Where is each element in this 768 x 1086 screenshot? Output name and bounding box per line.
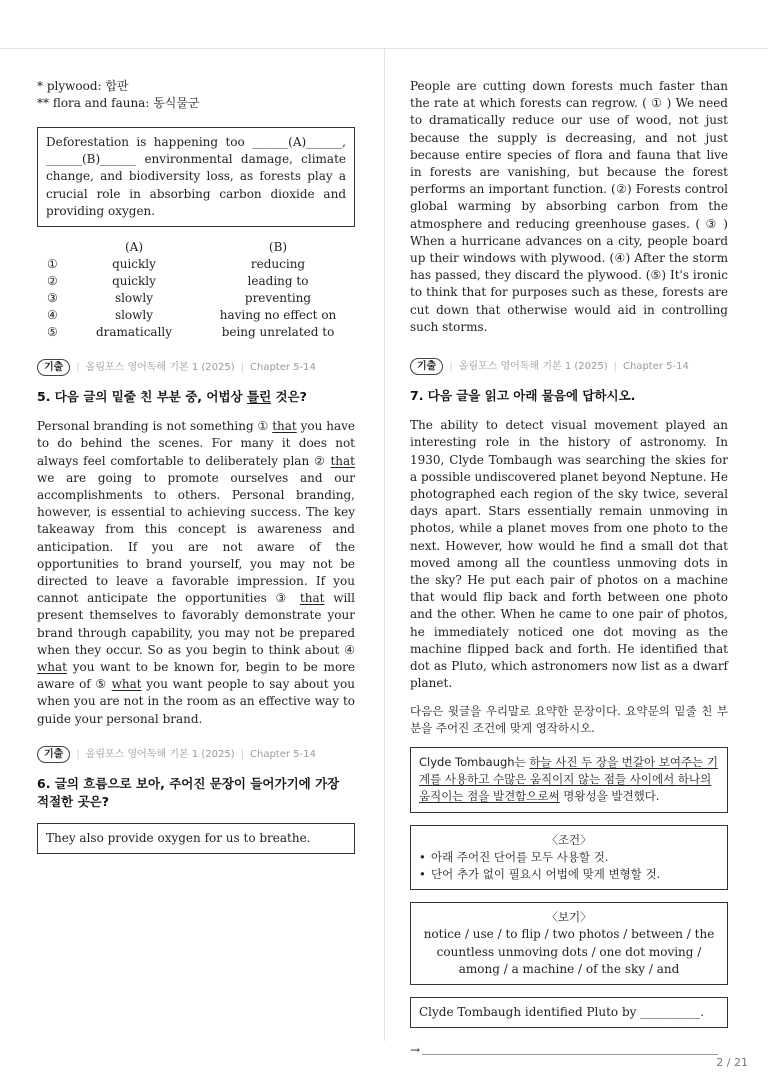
source-row-q7: 기출 | 올림포스 영어독해 기본 1 (2025) | Chapter 5-14 [410,358,728,375]
options-table [47,239,357,341]
option-row[interactable]: ② quickly leading to [47,274,309,289]
given-sentence-box [37,823,355,854]
answer-stem-box [410,997,728,1028]
blank-a: ______(A)______ [252,135,343,149]
arrow-icon: → [410,1043,421,1058]
footnote-plywood: * plywood: 합판 [37,79,129,93]
past-exam-badge: 기출 [37,359,70,376]
question-6-passage: People are cutting down forests much faster than the rate at which forests can regrow. ( ① ) We need to dramatically reduce our use of wood, not just because the supply is decreasing, and not just because entire species of flora and fauna that live in forests are vanishing, but because the forest performs an important function. (②) Forests control global warming by absorbing carbon from the atmosphere and reducing greenhouse gases. ( ③ ) When a hurricane advances on a city, people board up their windows with plywood. (④) After the storm has passed, they discard the plywood. (⑤) It's ironic to think that for purposes such as these, forests are cut down that otherwise would aid in controlling such storms. [410,79,728,334]
option-row[interactable]: ④ slowly having no effect on [47,308,337,323]
source-label: 올림포스 영어독해 기본 1 (2025) [458,361,608,373]
question-6-title: 6. 글의 흐름으로 보아, 주어진 문장이 들어가기에 가장 적절한 곳은? [37,776,340,810]
header-a: (A) [124,240,144,255]
word-bank-box [410,902,728,985]
answer-stem: Clyde Tombaugh identified Pluto by __________. [419,1004,705,1019]
chapter-label: Chapter 5-14 [250,362,316,374]
past-exam-badge: 기출 [37,746,70,763]
chapter-label: Chapter 5-14 [623,361,689,373]
question-7-title: 7. 다음 글을 읽고 아래 물음에 답하시오. [410,388,636,404]
source-row-q5: 기출 | 올림포스 영어독해 기본 1 (2025) | Chapter 5-14 [37,359,355,376]
option-row[interactable]: ⑤ dramatically being unrelated to [47,325,335,340]
source-label: 올림포스 영어독해 기본 1 (2025) [85,362,235,374]
condition-item: • 아래 주어진 단어를 모두 사용할 것. [419,849,719,866]
korean-summary-box: Clyde Tombaugh는 하늘 사진 두 장을 번갈아 보여주는 기계를 사용하고 수많은 움직이지 않는 점들 사이에서 하나의 움직이는 점을 발견함으로써 명왕성을 발견했다. [410,747,728,813]
condition-item: • 단어 추가 없이 필요시 어법에 맞게 변형할 것. [419,866,719,883]
left-column [37,78,355,854]
word-bank-words: notice / use / to flip / two photos / between / the countless unmoving dots / one dot moving / among / a machine / of the sky / and [423,927,715,976]
option-row[interactable]: ③ slowly preventing [47,291,312,306]
answer-line[interactable] [410,1042,728,1059]
summary-box: Deforestation is happening too ______(A)______, ______(B)______ environmental damage, climate change, and biodiversity loss, as forests play a crucial role in absorbing carbon dioxide and providing oxygen. [37,127,355,227]
given-sentence: They also provide oxygen for us to breathe. [46,831,311,846]
blank-b: ______(B)______ [46,152,137,167]
question-7-passage: The ability to detect visual movement played an interesting role in the history of astronomy. In 1930, Clyde Tombaugh was searching the skies for a possible undiscovered planet beyond Neptune. He photographed each region of the sky twice, several days apart. Stars essentially remain unmoving in photos, while a planet moves from one photo to the next. However, how would he find a small dot that moved among all the countless unmoving dots in the sky? He put each pair of photos on a machine that would flip back and forth between one photo and the other. When he came to one pair of photos, he immediately noticed one dot moving as the machine flipped back and forth. He identified that dot as Pluto, which astronomers now list as a dwarf planet. [410,418,728,691]
underlined-summary: 하늘 사진 두 장을 번갈아 보여주는 기계를 사용하고 수많은 움직이지 않는 점들 사이에서 하나의 움직이는 점을 발견함으로써 [419,754,718,804]
right-column [410,78,728,1059]
page-number: 2 / 21 [716,1056,748,1069]
options-header [47,239,357,256]
word-bank-title: 〈보기〉 [546,910,592,925]
footnote-flora: ** flora and fauna: 동식물군 [37,96,200,110]
question-7-instruction: 다음은 윗글을 우리말로 요약한 문장이다. 요약문의 밑줄 친 부분을 주어진 조건에 맞게 영작하시오. [410,703,728,735]
header-b: (B) [268,240,288,255]
conditions-list [419,849,719,883]
source-label: 올림포스 영어독해 기본 1 (2025) [85,748,235,760]
conditions-title: 〈조건〉 [546,832,592,847]
chapter-label: Chapter 5-14 [250,748,316,760]
column-divider [384,49,385,1041]
answer-rule [422,1046,718,1055]
question-5-title: 5. 다음 글의 밑줄 친 부분 중, 어법상 틀린 것은? [37,389,307,405]
question-5-passage: Personal branding is not something ① that you have to do behind the scenes. For many it does not always feel comfortable to deliberately plan ② that we are going to promote ourselves and our accomplishments to others. Personal branding, however, is essential to achieving success. The key takeaway from this concept is awareness and anticipation. If you are not aware of the opportunities to brand yourself, you may not be directed to leave a favorable impression. If you cannot anticipate the opportunities ③ that will present themselves to favorably demonstrate your brand through capability, you may not be prepared when they occur. So as you begin to think about ④ what you want to be known for, begin to be more aware of ⑤ what you want people to say about you when you are not in the room as an effective way to guide your personal brand. [37,419,355,726]
past-exam-badge: 기출 [410,358,443,375]
option-row[interactable]: ① quickly reducing [47,257,306,272]
source-row-q6: 기출 | 올림포스 영어독해 기본 1 (2025) | Chapter 5-14 [37,746,355,763]
conditions-box [410,825,728,891]
